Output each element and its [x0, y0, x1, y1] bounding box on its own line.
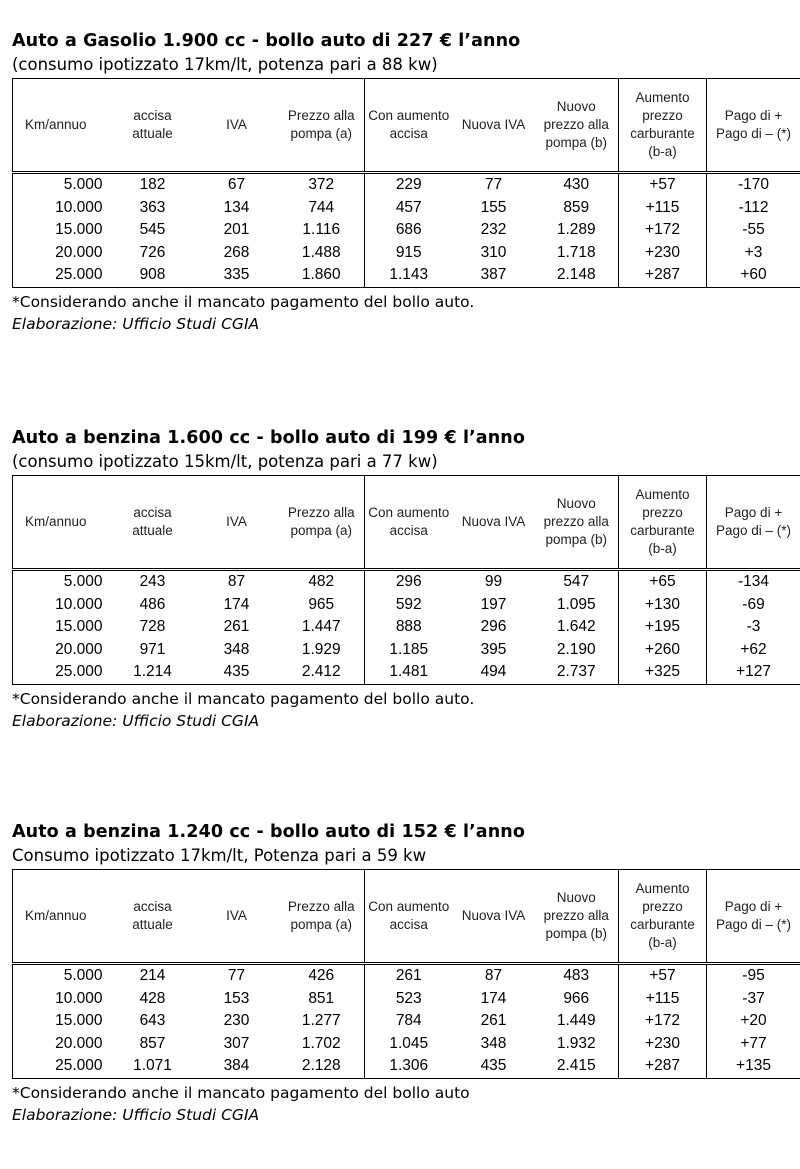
cell-iva: 268 — [223, 243, 250, 261]
cell-iva: 348 — [223, 640, 250, 658]
header-pago-differenza: Pago di + Pago di – (*) — [707, 79, 800, 173]
table-section-benzina-1240 — [12, 821, 800, 1126]
header-nuova-iva: Nuova IVA — [453, 870, 535, 964]
header-prezzo-pompa: Prezzo alla pompa (a) — [279, 79, 365, 173]
cell-prezzo-pompa: 426 — [279, 964, 365, 988]
cell-pago-differenza: -170 — [707, 173, 800, 197]
header-nuova-iva: Nuova IVA — [453, 79, 535, 173]
cell-nuova-iva: 77 — [484, 176, 503, 193]
cell-aumento-carburante: +287 — [619, 1055, 707, 1078]
table-row — [13, 661, 800, 684]
cell-nuovo-prezzo: 2.190 — [556, 640, 596, 658]
cell-nuovo-prezzo: 547 — [563, 573, 590, 590]
cell-aumento-carburante: +65 — [619, 570, 707, 594]
cell-pago-differenza: -3 — [707, 616, 800, 639]
header-aumento-accisa: Con aumento accisa — [365, 870, 453, 964]
header-aumento-carburante: Aumento prezzo carburante (b-a) — [619, 79, 707, 173]
header-prezzo-pompa: Prezzo alla pompa (a) — [279, 476, 365, 570]
table-section-gasolio — [12, 30, 800, 335]
table-footnote: *Considerando anche il mancato pagamento del bollo auto — [12, 1083, 470, 1102]
section-title: Auto a benzina 1.600 cc - bollo auto di 199 € l’anno — [12, 428, 525, 448]
cell-aumento-carburante: +115 — [619, 988, 707, 1011]
cell-pago-differenza: -37 — [707, 988, 800, 1011]
cell-nuovo-prezzo: 430 — [563, 176, 590, 193]
header-nuovo-prezzo: Nuovo prezzo alla pompa (b) — [535, 79, 619, 173]
cell-prezzo-pompa: 2.412 — [279, 661, 365, 684]
cell-iva: 134 — [223, 198, 250, 216]
header-aumento-carburante: Aumento prezzo carburante (b-a) — [619, 870, 707, 964]
header-aumento-accisa: Con aumento accisa — [365, 79, 453, 173]
cell-nuova-iva: 197 — [480, 595, 507, 613]
header-prezzo-pompa: Prezzo alla pompa (a) — [279, 870, 365, 964]
cell-nuova-iva: 99 — [484, 573, 503, 590]
table-section-benzina-1600 — [12, 427, 800, 732]
cell-accisa-attuale: 1.214 — [111, 661, 195, 684]
header-nuovo-prezzo: Nuovo prezzo alla pompa (b) — [535, 870, 619, 964]
table-row — [13, 173, 800, 197]
cell-accisa-attuale: 857 — [139, 1034, 166, 1052]
cell-aumento-carburante: +172 — [619, 219, 707, 242]
cell-prezzo-pompa: 2.128 — [279, 1055, 365, 1078]
header-km-annuo: Km/annuo — [13, 476, 111, 570]
cell-aumento-carburante: +130 — [619, 594, 707, 617]
table-row — [13, 639, 800, 662]
cell-prezzo-pompa: 1.277 — [279, 1010, 365, 1033]
cell-nuova-iva: 387 — [453, 264, 535, 287]
table-footnote: *Considerando anche il mancato pagamento del bollo auto. — [12, 292, 475, 311]
section-subtitle: (consumo ipotizzato 17km/lt, potenza pari a 88 kw) — [12, 55, 438, 74]
cell-nuova-iva: 494 — [453, 661, 535, 684]
cell-aumento-carburante: +325 — [619, 661, 707, 684]
table-row — [13, 1055, 800, 1078]
cell-nuova-iva: 232 — [480, 221, 507, 239]
cell-accisa-attuale: 726 — [139, 243, 166, 261]
table-row — [13, 1010, 800, 1033]
cell-iva: 174 — [223, 595, 250, 613]
cell-km-annuo: 15.000 — [13, 616, 111, 639]
cell-accisa-attuale: 643 — [139, 1012, 166, 1030]
cell-pago-differenza: -55 — [707, 219, 800, 242]
cell-nuova-iva: 296 — [480, 618, 507, 636]
cell-accisa-attuale: 428 — [139, 989, 166, 1007]
cell-aumento-carburante: +230 — [619, 242, 707, 265]
data-table — [12, 78, 800, 288]
cell-pago-differenza: +3 — [707, 242, 800, 265]
cell-accisa-attuale: 243 — [139, 573, 166, 590]
cell-prezzo-pompa: 965 — [279, 594, 365, 617]
cell-nuovo-prezzo: 1.932 — [556, 1034, 596, 1052]
table-row — [13, 242, 800, 265]
cell-accisa-attuale: 1.071 — [111, 1055, 195, 1078]
cell-km-annuo: 15.000 — [13, 219, 111, 242]
cell-aumento-accisa: 888 — [395, 618, 422, 636]
cell-aumento-accisa: 457 — [395, 198, 422, 216]
cell-pago-differenza: +127 — [707, 661, 800, 684]
header-pago-differenza: Pago di + Pago di – (*) — [707, 870, 800, 964]
cell-km-annuo: 5.000 — [13, 173, 111, 197]
table-row — [13, 1033, 800, 1056]
cell-prezzo-pompa: 372 — [279, 173, 365, 197]
header-aumento-accisa: Con aumento accisa — [365, 476, 453, 570]
table-row — [13, 616, 800, 639]
cell-prezzo-pompa: 1.929 — [279, 639, 365, 662]
header-pago-differenza: Pago di + Pago di – (*) — [707, 476, 800, 570]
table-source: Elaborazione: Ufficio Studi CGIA — [12, 314, 260, 333]
cell-prezzo-pompa: 851 — [279, 988, 365, 1011]
cell-iva: 77 — [227, 967, 246, 984]
cell-km-annuo: 10.000 — [13, 988, 111, 1011]
cell-aumento-carburante: +115 — [619, 197, 707, 220]
cell-pago-differenza: +60 — [707, 264, 800, 287]
cell-accisa-attuale: 971 — [139, 640, 166, 658]
cell-aumento-accisa: 1.481 — [365, 661, 453, 684]
cell-km-annuo: 15.000 — [13, 1010, 111, 1033]
cell-iva: 201 — [223, 221, 250, 239]
cell-nuovo-prezzo: 966 — [563, 989, 590, 1007]
cell-iva: 335 — [195, 264, 279, 287]
header-iva: IVA — [195, 870, 279, 964]
cell-nuova-iva: 348 — [480, 1034, 507, 1052]
cell-nuovo-prezzo: 1.449 — [556, 1012, 596, 1030]
cell-iva: 87 — [227, 573, 246, 590]
cell-km-annuo: 10.000 — [13, 594, 111, 617]
header-iva: IVA — [195, 476, 279, 570]
cell-aumento-accisa: 592 — [395, 595, 422, 613]
cell-pago-differenza: +135 — [707, 1055, 800, 1078]
cell-aumento-accisa: 1.143 — [365, 264, 453, 287]
table-source: Elaborazione: Ufficio Studi CGIA — [12, 711, 260, 730]
header-accisa-attuale: accisa attuale — [111, 79, 195, 173]
cell-aumento-accisa: 784 — [395, 1012, 422, 1030]
cell-pago-differenza: +20 — [707, 1010, 800, 1033]
section-subtitle: Consumo ipotizzato 17km/lt, Potenza pari a 59 kw — [12, 846, 427, 865]
cell-aumento-accisa: 261 — [395, 967, 422, 984]
cell-nuovo-prezzo: 859 — [563, 198, 590, 216]
cell-nuovo-prezzo: 2.148 — [535, 264, 619, 287]
cell-nuovo-prezzo: 2.737 — [535, 661, 619, 684]
cell-aumento-carburante: +230 — [619, 1033, 707, 1056]
table-source: Elaborazione: Ufficio Studi CGIA — [12, 1105, 260, 1124]
section-title: Auto a Gasolio 1.900 cc - bollo auto di 227 € l’anno — [12, 31, 521, 51]
cell-nuova-iva: 435 — [453, 1055, 535, 1078]
cell-pago-differenza: +62 — [707, 639, 800, 662]
cell-km-annuo: 25.000 — [13, 264, 111, 287]
table-row — [13, 264, 800, 287]
cell-nuovo-prezzo: 1.095 — [556, 595, 596, 613]
cell-accisa-attuale: 728 — [139, 618, 166, 636]
cell-km-annuo: 20.000 — [13, 242, 111, 265]
cell-nuova-iva: 174 — [480, 989, 507, 1007]
cell-nuovo-prezzo: 1.289 — [556, 221, 596, 239]
cell-iva: 67 — [227, 176, 246, 193]
cell-nuovo-prezzo: 2.415 — [535, 1055, 619, 1078]
section-title: Auto a benzina 1.240 cc - bollo auto di 152 € l’anno — [12, 822, 525, 842]
cell-nuovo-prezzo: 483 — [563, 967, 590, 984]
cell-nuova-iva: 261 — [480, 1012, 507, 1030]
cell-prezzo-pompa: 1.447 — [279, 616, 365, 639]
cell-aumento-accisa: 1.185 — [389, 640, 429, 658]
cell-aumento-carburante: +172 — [619, 1010, 707, 1033]
cell-nuova-iva: 155 — [480, 198, 507, 216]
cell-nuovo-prezzo: 1.642 — [556, 618, 596, 636]
cell-aumento-accisa: 296 — [395, 573, 422, 590]
cell-km-annuo: 5.000 — [13, 964, 111, 988]
cell-aumento-accisa: 915 — [395, 243, 422, 261]
cell-aumento-accisa: 523 — [395, 989, 422, 1007]
header-nuovo-prezzo: Nuovo prezzo alla pompa (b) — [535, 476, 619, 570]
cell-pago-differenza: -95 — [707, 964, 800, 988]
header-accisa-attuale: accisa attuale — [111, 476, 195, 570]
cell-aumento-carburante: +287 — [619, 264, 707, 287]
data-table — [12, 869, 800, 1079]
cell-aumento-accisa: 686 — [395, 221, 422, 239]
cell-prezzo-pompa: 1.488 — [279, 242, 365, 265]
cell-iva: 384 — [195, 1055, 279, 1078]
cell-aumento-carburante: +195 — [619, 616, 707, 639]
cell-km-annuo: 10.000 — [13, 197, 111, 220]
cell-aumento-carburante: +57 — [619, 173, 707, 197]
cell-accisa-attuale: 182 — [139, 176, 166, 193]
cell-km-annuo: 25.000 — [13, 661, 111, 684]
cell-pago-differenza: -134 — [707, 570, 800, 594]
cell-km-annuo: 25.000 — [13, 1055, 111, 1078]
header-km-annuo: Km/annuo — [13, 79, 111, 173]
table-row — [13, 219, 800, 242]
cell-aumento-accisa: 1.045 — [389, 1034, 429, 1052]
cell-iva: 153 — [223, 989, 250, 1007]
cell-prezzo-pompa: 1.116 — [279, 219, 365, 242]
header-aumento-carburante: Aumento prezzo carburante (b-a) — [619, 476, 707, 570]
cell-prezzo-pompa: 482 — [279, 570, 365, 594]
cell-accisa-attuale: 363 — [139, 198, 166, 216]
cell-aumento-accisa: 229 — [395, 176, 422, 193]
cell-prezzo-pompa: 744 — [279, 197, 365, 220]
table-row — [13, 197, 800, 220]
cell-aumento-accisa: 1.306 — [365, 1055, 453, 1078]
table-row — [13, 964, 800, 988]
cell-iva: 435 — [195, 661, 279, 684]
cell-nuova-iva: 87 — [484, 967, 503, 984]
cell-aumento-carburante: +260 — [619, 639, 707, 662]
cell-iva: 261 — [223, 618, 250, 636]
section-subtitle: (consumo ipotizzato 15km/lt, potenza pari a 77 kw) — [12, 452, 438, 471]
header-km-annuo: Km/annuo — [13, 870, 111, 964]
cell-nuova-iva: 395 — [480, 640, 507, 658]
cell-accisa-attuale: 214 — [139, 967, 166, 984]
table-row — [13, 594, 800, 617]
table-footnote: *Considerando anche il mancato pagamento del bollo auto. — [12, 689, 475, 708]
cell-km-annuo: 5.000 — [13, 570, 111, 594]
cell-prezzo-pompa: 1.860 — [279, 264, 365, 287]
cell-pago-differenza: -69 — [707, 594, 800, 617]
cell-accisa-attuale: 486 — [139, 595, 166, 613]
table-row — [13, 570, 800, 594]
cell-km-annuo: 20.000 — [13, 1033, 111, 1056]
cell-iva: 230 — [223, 1012, 250, 1030]
cell-nuova-iva: 310 — [480, 243, 507, 261]
header-nuova-iva: Nuova IVA — [453, 476, 535, 570]
cell-prezzo-pompa: 1.702 — [279, 1033, 365, 1056]
cell-accisa-attuale: 908 — [111, 264, 195, 287]
cell-nuovo-prezzo: 1.718 — [556, 243, 596, 261]
table-row — [13, 988, 800, 1011]
cell-accisa-attuale: 545 — [139, 221, 166, 239]
data-table — [12, 475, 800, 685]
cell-km-annuo: 20.000 — [13, 639, 111, 662]
cell-iva: 307 — [223, 1034, 250, 1052]
header-accisa-attuale: accisa attuale — [111, 870, 195, 964]
cell-aumento-carburante: +57 — [619, 964, 707, 988]
header-iva: IVA — [195, 79, 279, 173]
cell-pago-differenza: -112 — [707, 197, 800, 220]
cell-pago-differenza: +77 — [707, 1033, 800, 1056]
